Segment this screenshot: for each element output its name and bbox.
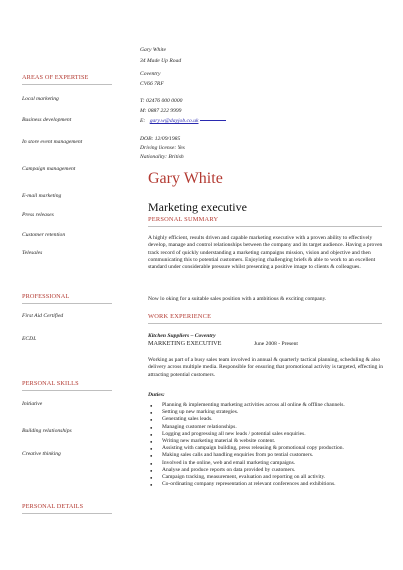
experience-rule: [148, 323, 382, 324]
expertise-item: Press releases: [22, 212, 54, 218]
experience-text: Working as part of a busy sales team involved in annual & quarterly tactical planning, scheduling & also delivery across multiple media. Responsible for ensuring that promotional activity is targeted, effecting in attracting potential customers.: [148, 357, 384, 378]
skills-item: Building relationships: [22, 428, 72, 434]
candidate-name: Gary White: [148, 170, 223, 187]
duty-item: ● Logging and progressing all new leads / potential sales enquiries.: [148, 431, 388, 438]
professional-heading: PROFESSIONAL: [22, 293, 70, 300]
contact-email-row: [140, 118, 226, 124]
contact-name: Gary White: [140, 47, 166, 53]
duty-item: ● Involved in the online, web and email marketing campaigns.: [148, 460, 388, 467]
duty-item: ● Managing customer relationships.: [148, 424, 388, 431]
duty-item: ● Assisting with campaign building, press releasing & promotional copy production.: [148, 445, 388, 452]
dates: June 2008 - Present: [254, 340, 298, 347]
skills-rule: [22, 390, 112, 391]
duty-item: ● Planning & implementing marketing activities across all online & offline channels.: [148, 402, 388, 409]
duty-item: ● Analyse and produce reports on data provided by customers.: [148, 467, 388, 474]
expertise-item: Telesales: [22, 250, 43, 256]
contact-tel: T: 02476 000 0000: [140, 98, 183, 104]
skills-heading: PERSONAL SKILLS: [22, 380, 79, 387]
job-title: Marketing executive: [148, 200, 247, 214]
summary-text: A highly efficient, results driven and capable marketing executive with a proven ability to effectively develop, manage and control relationships between the company and its target audience. Having a proven track record of quickly understanding a marketing campaigns mission, vision and objective and then communicating this to potential customers. Enjoying challenging briefs & able to work to an excellent standard under considerable pressure whilst presenting a positive image to clients & colleagues.: [148, 235, 383, 271]
position: MARKETING EXECUTIVE: [148, 340, 222, 347]
expertise-item: Business development: [22, 117, 72, 123]
contact-dob: DOB: 12/09/1985: [140, 136, 181, 142]
summary-heading: PERSONAL SUMMARY: [148, 216, 219, 223]
expertise-item: Local marketing: [22, 96, 59, 102]
skills-item: Creative thinking: [22, 451, 61, 457]
email-link[interactable]: gary.w@dayjob.co.uk: [149, 118, 199, 124]
email-prefix: E:: [140, 118, 146, 124]
duty-item: ● Making sales calls and handling enquiries from po tential customers.: [148, 452, 388, 459]
details-rule: [22, 513, 112, 514]
expertise-item: In store event management: [22, 139, 83, 145]
employer: Kitchen Suppliers – Coventry: [148, 333, 216, 339]
duty-item: ● Generating sales leads.: [148, 416, 388, 423]
duties-heading: Duties:: [148, 392, 165, 398]
details-heading: PERSONAL DETAILS: [22, 503, 84, 510]
summary-rule: [148, 226, 382, 227]
expertise-item: Customer retention: [22, 232, 66, 238]
expertise-item: Campaign management: [22, 166, 76, 172]
professional-rule: [22, 303, 112, 304]
experience-heading: WORK EXPERIENCE: [148, 313, 212, 320]
contact-license: Driving license: Yes: [140, 145, 185, 151]
duty-item: ● Co-ordinating company representation at relevant conferences and exhibitions.: [148, 481, 388, 488]
expertise-rule: [22, 84, 112, 85]
contact-postcode: CV66 7RF: [140, 81, 164, 87]
looking-text: Now lo oking for a suitable sales position with a ambitious & exciting company.: [148, 296, 327, 302]
duties-list: [148, 402, 388, 488]
duty-item: ● Setting up new marking strategies.: [148, 409, 388, 416]
expertise-heading: AREAS OF EXPERTISE: [22, 74, 89, 81]
contact-address: 34 Made Up Road: [140, 58, 182, 64]
contact-city: Coventry: [140, 71, 161, 77]
duty-item: ● Writing new marketing material & website content.: [148, 438, 388, 445]
professional-item: ECDL: [22, 336, 37, 342]
professional-item: First Aid Certified: [22, 313, 64, 319]
contact-mobile: M: 0887 222 9999: [140, 108, 182, 114]
email-underline: [200, 120, 226, 121]
skills-item: Initiative: [22, 401, 43, 407]
duty-item: ● Campaign tracking, measurement, evaluation and reporting on all activity.: [148, 474, 388, 481]
expertise-item: E-mail marketing: [22, 193, 62, 199]
contact-nationality: Nationality: British: [140, 154, 184, 160]
